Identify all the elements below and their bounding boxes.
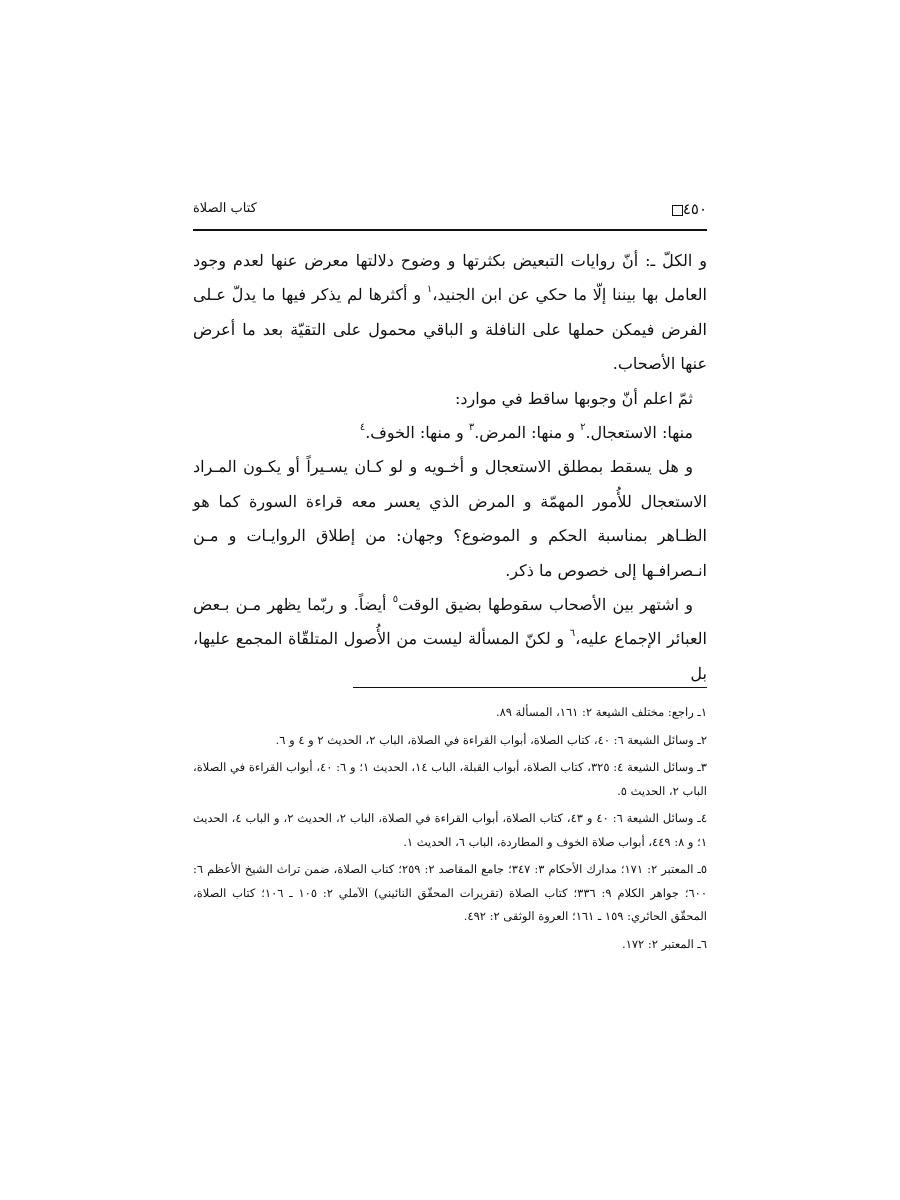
paragraph-4: و هل يسقط بمطلق الاستعجال و أخـويه و لو كـان يسـيراً أو يكـون المـراد الاستعجال للأُمور المهمّة و المرض الذي يعسر معه قراءة السورة كما هو الظـاهر بمناسبة الحكم و الموضوع؟ وجهان: من إطلاق الروايـات و مـن انـصرافـها إلى خصوص ما ذكر.	[193, 457, 707, 580]
page-header	[193, 200, 707, 222]
footnote-ref[interactable]: ٣	[468, 421, 475, 433]
header-rule	[193, 229, 707, 231]
footnote-5: ٥ـ المعتبر ٢: ١٧١؛ مدارك الأحكام ٣: ٣٤٧؛ جامع المقاصد ٢: ٢٥٩؛ كتاب الصلاة، ضمن تراث الشيخ الأعظم ٦: ٦٠٠؛ جواهر الكلام ٩: ٣٣٦؛ كتاب الصلاة (تقريرات المحقّق النائيني) الآملي ٢: ١٠٥ ـ ١٠٦؛ كتاب الصلاة، المحقّق الحائري: ١٥٩ ـ ١٦١؛ العروة الوثقى ٢: ٤٩٢.	[193, 862, 708, 923]
footnote-ref[interactable]: ٤	[359, 421, 366, 433]
page-number	[666, 200, 707, 218]
footnote-separator	[353, 687, 707, 688]
footnote-ref[interactable]: ١	[426, 284, 433, 296]
footnote-6: ٦ـ المعتبر ٢: ١٧٢.	[622, 936, 707, 951]
footnote-1: ١ـ راجع: مختلف الشيعة ٢: ١٦١، المسألة ٨٩.	[495, 705, 707, 719]
footnote-4: ٤ـ وسائل الشيعة ٦: ٤٠ و ٤٣، كتاب الصلاة، أبواب القراءة في الصلاة، الباب ٢، الحديث ٢، و الباب ٤، الحديث ١؛ و ٨: ٤٤٩، أبواب صلاة الخوف و المطاردة، الباب ٦، الحديث ١.	[193, 811, 707, 849]
footnote-ref[interactable]: ٥	[392, 593, 399, 605]
footnote-3: ٣ـ وسائل الشيعة ٤: ٣٢٥، كتاب الصلاة، أبواب القبلة، الباب ١٤، الحديث ١؛ و ٦: ٤٠، أبواب القراءة في الصلاة، الباب ٢، الحديث ٥.	[193, 760, 707, 798]
footnotes	[193, 701, 707, 960]
book-page	[193, 0, 707, 1200]
footnote-ref[interactable]: ٢	[580, 421, 586, 433]
square-icon	[672, 205, 683, 216]
paragraph-3: منها: الاستعجال.$^٢$ و منها: المرض.$^٣$ و منها: الخوف.$^٤$	[359, 421, 693, 443]
main-text	[193, 244, 707, 691]
running-title: كتاب الصلاة	[193, 201, 257, 216]
page-number-text: ٤٥٠	[682, 200, 707, 218]
footnote-ref[interactable]: ٦	[569, 628, 576, 640]
paragraph-1: و الكلّ ـ: أنّ روايات التبعيض بكثرتها و وضوح دلالتها معرض عنها لعدم وجود العامل بها بيننا إلّا ما حكي عن ابن الجنيد،$^١$ و أكثرها لم يذكر فيها ما يدلّ عـلى الفرض فيمكن حملها على النافلة و الباقي محمول على التقيّة بعد ما أعرض عنها الأصحاب.	[193, 251, 708, 374]
footnote-2: ٢ـ وسائل الشيعة ٦: ٤٠، كتاب الصلاة، أبواب القراءة في الصلاة، الباب ٢، الحديث ٢ و ٤ و ٦.	[275, 732, 707, 747]
paragraph-5: و اشتهر بين الأصحاب سقوطها بضيق الوقت$^٥$ أيضاً. و ربّما يظهر مـن بـعض العبائر الإجماع عليه،$^٦$ و لكنّ المسألة ليست من الأُصول المتلقّاة المجمع عليها، بل	[193, 593, 707, 683]
paragraph-2: ثمّ اعلم أنّ وجوبها ساقط في موارد:	[455, 388, 693, 408]
